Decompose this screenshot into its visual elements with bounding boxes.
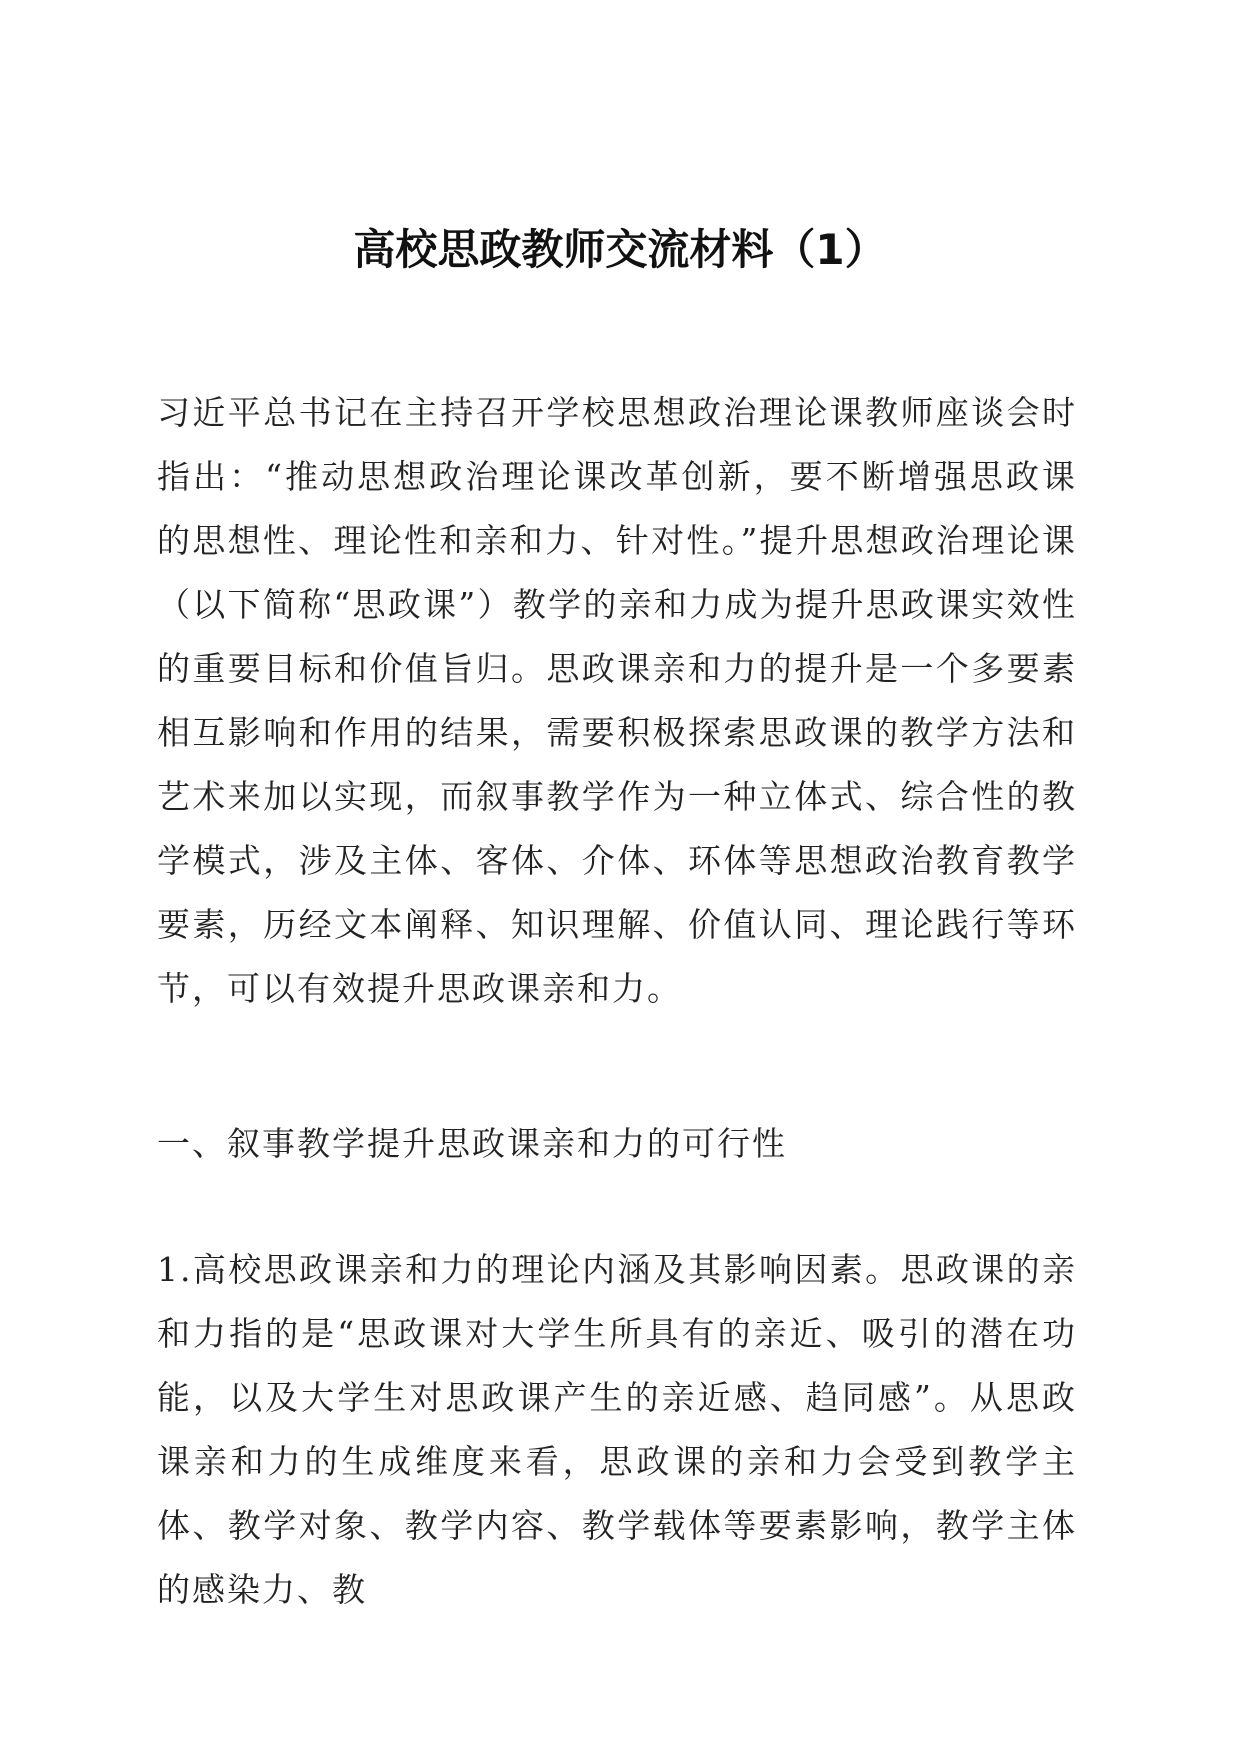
document-title: 高校思政教师交流材料（1） <box>353 225 887 274</box>
section-heading: 一、叙事教学提升思政课亲和力的可行性 <box>157 1124 787 1163</box>
subsection-paragraph: 1.高校思政课亲和力的理论内涵及其影响因素。思政课的亲和力指的是“思政课对大学生所具有的亲近、吸引的潜在功能，以及大学生对思政课产生的亲近感、趋同感”。从思政课亲和力的生成维度来看，思政课的亲和力会受到教学主体、教学对象、教学内容、教学载体等要素影响，教学主体的感染力、教 <box>157 1250 1077 1609</box>
intro-paragraph: 习近平总书记在主持召开学校思想政治理论课教师座谈会时指出：“推动思想政治理论课改革创新，要不断增强思政课的思想性、理论性和亲和力、针对性。”提升思想政治理论课（以下简称“思政课”）教学的亲和力成为提升思政课实效性的重要目标和价值旨归。思政课亲和力的提升是一个多要素相互影响和作用的结果，需要积极探索思政课的教学方法和艺术来加以实现，而叙事教学作为一种立体式、综合性的教学模式，涉及主体、客体、介体、环体等思想政治教育教学要素，历经文本阐释、知识理解、价值认同、理论践行等环节，可以有效提升思政课亲和力。 <box>157 393 1077 1008</box>
